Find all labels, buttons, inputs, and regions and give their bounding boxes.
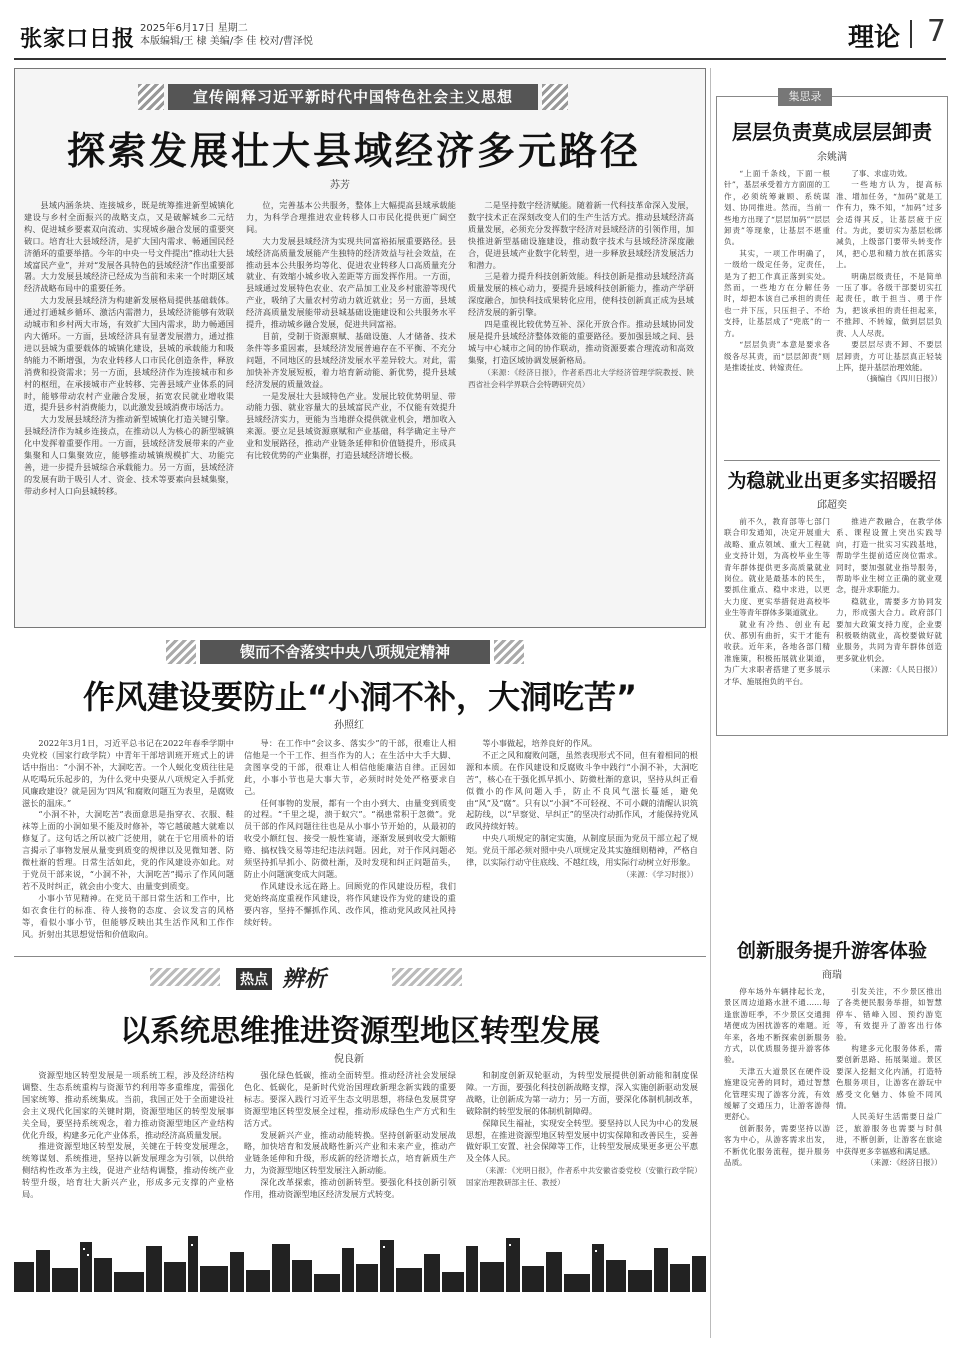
article1-column-3	[468, 200, 694, 618]
banner-decoration	[542, 84, 568, 110]
article3-column-1	[22, 1070, 234, 1242]
paragraph: 小事小节见精神。在党员干部日常生活和工作中，比如衣食住行的标准、待人接物的态度、会议发言的风格等，看似小事小节，但能够反映出其生活作风和工作作风。折射出其思想觉悟和价值取向。	[22, 892, 234, 939]
paragraph: 发展新兴产业，推动动能转换。坚持创新驱动发展战略，加快培育和发展战略性新兴产业和未来产业，推动产业链条延伸和升级，形成新的经济增长点，培育新质生产力，为资源型地区转型发展注入新动能。	[244, 1129, 456, 1176]
commentary3-title: 创新服务提升游客体验	[736, 940, 927, 962]
commentary2-source-note: （来源：《人民日报》）	[866, 665, 942, 675]
article2-source-note: （来源：《学习时报》）	[622, 869, 698, 879]
paragraph: 不正之风和腐败问题，虽然表现形式不同，但有着相同的根源和本质。在作风建设和反腐败斗争中践行“小洞不补，大洞吃苦”，核心在于强化抓早抓小、防微杜渐的意识，坚持从纠正看似微小的作风问题入手，防止不良风气滋长蔓延，避免由“风”及“腐”。只有以“小洞”不可轻视、不可小觑的清醒认识筑起防线，以“早察觉、早纠正”的坚决行动抓作风，才能保持党风政风持续好转。	[466, 749, 698, 832]
section-divider	[724, 460, 940, 461]
masthead-separator	[910, 20, 912, 48]
paragraph: “层层负责”本意是要求各级各尽其责，而“层层卸责”则是推诿扯皮、转嫁责任。	[724, 340, 830, 372]
column-divider	[710, 68, 711, 1338]
masthead-rule	[14, 58, 946, 60]
paragraph: 等小事做起，培养良好的作风。	[482, 738, 598, 748]
paragraph: 创新服务，需要坚持以游客为中心，从游客需求出发，不断优化服务流程，提升服务品质。	[724, 1123, 830, 1168]
commentary2-column-2	[836, 516, 942, 730]
paragraph: 中央八项规定的制定实施，从制度层面为党员干部立起了规矩。党员干部必须对照中央八项规定及其实施细则精神，严格自律，以实际行动守住底线、不越红线，用实际行动树立好形象。	[466, 833, 698, 868]
paragraph: 大力发展县域经济为实现共同富裕拓展重要路径。县域经济高质量发展能产生独特的经济效益与社会效益，在推动县本公共服务均等化、促进农业转移人口高质量充分就业、有效缩小城乡收入差距等方面发挥作用。一方面，县域通过发展特色农业、农产品加工业及乡村旅游等现代产业，吸纳了大量农村劳动力就近就业；另一方面，县域经济高质量发展能带动县城基础设施建设和公共服务水平提升，推动城乡融合发展，促进共同富裕。	[246, 235, 456, 330]
commentary2-title: 为稳就业出更多实招暖招	[727, 470, 937, 492]
paragraph: 目前，受制于资源禀赋、基础设施、人才储备、技术条件等多重因素，县域经济发展普遍存在不平衡、不充分问题，不同地区的县域经济发展水平差异较大。对此，需加快补齐发展短板，着力培育新动能、新优势，提升县域经济发展的质量效益。	[246, 330, 456, 389]
article2-banner: 锲而不舍落实中央八项规定精神	[200, 640, 490, 664]
article3-title: 以系统思维推进资源型地区转型发展	[120, 1014, 600, 1049]
paragraph: 资源型地区转型发展是一项系统工程，涉及经济结构调整、生态系统重构与资源节约利用等多重维度，需强化国家统筹、推动系统集成。当前，我国正处于全面建设社会主义现代化国家的关键时期，资源型地区的转型发展事关全局，要坚持系统观念，着力推动资源型地区产业结构优化升级，构建多元化产业体系，推动经济高质量发展。	[22, 1070, 234, 1140]
paragraph: “小洞不补，大洞吃苦”表面意思是指穿衣、衣服、鞋袜等上面的小洞如果不能及时修补，等它越破越大就难以修复了。这句话之所以被广泛使用，就在于它用质朴的语言揭示了事物发展从量变到质变的规律以及见微知著、防微杜渐的哲理。日常生活如此，党的作风建设亦如此。对于党员干部来说，“小洞不补，大洞吃苦”揭示了作风问题若不及时纠正，就会由小变大、由量变到质变。	[22, 809, 234, 891]
paragraph: 一些地方认为，提高标准、增加任务，“加码”就是工作有力，殊不知，“加码”过多会适得其反，让基层疲于应付。为此，要切实为基层松绑减负，上级部门要带头转变作风，把心思和精力放在抓落实上。	[836, 180, 942, 270]
issue-meta	[140, 22, 313, 48]
paragraph: 停车场外车辆排起长龙，景区周边道路水泄不通……每逢旅游旺季，不少景区交通拥堵便成为困扰游客的难题。近年来，各地不断探索创新服务方式，以优质服务提升游客体验。	[724, 987, 830, 1065]
paragraph: 其实，一项工作明确了，一级给一级定任务，定责任，是为了把工作真正落到实处。然而，一些地方在分解任务时，却把本该自己承担的责任也一并下压，只压担子、不给支持，让基层成了“兜底”的一方。	[724, 248, 830, 338]
article3-author: 倪良新	[334, 1054, 364, 1065]
commentary3-source-note: （来源：《经济日报》）	[866, 1158, 942, 1168]
commentary1-title: 层层负责莫成层层卸责	[732, 120, 932, 144]
banner-decoration	[138, 84, 164, 110]
paragraph: 构建多元化服务体系，需要创新思路、拓展渠道。景区要深入挖掘文化内涵，打造特色服务项目，让游客在游玩中感受文化魅力、体验不同风情。	[836, 1044, 942, 1111]
paragraph: 就业有冷热、创业有起伏、都别有曲折，实干才能有收获。近年来，各地各部门精准施策，积极拓展就业渠道，为广大求职者搭建了更多展示才华、施展抱负的平台。	[724, 619, 830, 686]
paragraph: 保障民生福祉，实现安全转型。要坚持以人民为中心的发展思想，在推进资源型地区转型发展中切实保障和改善民生，妥善做好职工安置、社会保障等工作，让转型发展成果更多更公平惠及全体人民。	[466, 1117, 698, 1164]
paragraph: 县域内涵条块、连接城乡，既是统筹推进新型城镇化建设与乡村全面振兴的战略支点，又是破解城乡二元结构、促进城乡要素双向流动、实现城乡融合发展的重要突破口。培育壮大县域经济，是扩大国内需求、畅通国民经济循环的重要举措。今年的中央一号文件提出“推动壮大县域富民产业”，并对“发展各具特色的县域经济”作出重要部署。大力发展县域经济已经成为当前和未来一个时期区域经济战略布局中的重要任务。	[24, 200, 234, 294]
commentary1-source-note: （摘编自《四川日报》）	[862, 374, 942, 384]
article2-column-2	[244, 738, 456, 950]
page-number: 7	[926, 14, 946, 49]
article2-title: 作风建设要防止“小洞不补，大洞吃苦”	[82, 678, 638, 716]
paragraph: “上面千条线，下面一根针”，基层承受着方方面面的工作，必须统筹兼顾、系统谋划、协同推进。然而，当前一些地方出现了“层层加码”“层层卸责”等现象，让基层不堪重负。	[724, 169, 830, 247]
analysis-label: 辨析	[282, 966, 327, 992]
banner-decoration	[392, 968, 462, 986]
article3-column-3	[466, 1070, 698, 1242]
section-title: 理论	[847, 23, 900, 53]
article1-source-note: （来源：《经济日报》，作者系西北大学经济管理学院教授、陕西省社会科学界联合会特聘研究员）	[468, 367, 694, 389]
banner-decoration	[494, 640, 524, 664]
article1-banner: 宣传阐释习近平新时代中国特色社会主义思想	[168, 84, 538, 110]
paragraph: 导：在工作中“会议多、落实少”的干部，很难让人相信他是一个干工作、担当作为的人；在生活中大手大脚、贪图享受的干部，很难让人相信他能廉洁自律。正因如此，小事小节也是大事大节，必须时时处处严格要求自己。	[244, 738, 456, 796]
paragraph: 一是发展壮大县域特色产业。发展比较优势明显、带动能力强、就业容量大的县域富民产业，不仅能有效提升县域经济实力，更能为当地群众提供就业机会，增加收入来源。要立足县域资源禀赋和产业基础，科学确定主导产业和发展路径，推动产业链条延伸和价值链提升，形成具有比较优势的产业集群，打造县域经济增长极。	[246, 390, 456, 461]
paragraph: 人民美好生活需要日益广泛，旅游服务也需要与时俱进，不断创新，让游客在旅途中获得更多幸福感和满足感。	[836, 1112, 942, 1156]
paragraph: 2022年3月1日，习近平总书记在2022年春季学期中央党校（国家行政学院）中青年干部培训班开班式上的讲话中指出：“小洞不补，大洞吃苦。一个人蜕化变质往往是从吃喝玩乐起步的，为什么党中央要从八项规定入手抓党风廉政建设？就是因为‘四风’和腐败问题互为表里，是腐败滋长的温床。”	[22, 738, 234, 808]
paragraph: 前不久，教育部等七部门联合印发通知，决定开展重大战略、重点领域、重大工程就业支持计划，为高校毕业生等青年群体提供更多高质量就业岗位。就业是最基本的民生，要抓住重点、稳中求进，以更大力度、更实举措促进高校毕业生等青年群体多渠道就业。	[724, 517, 830, 618]
article2-column-1	[22, 738, 234, 950]
paragraph: 四是重视比较优势互补、深化开放合作。推动县域协同发展是提升县域经济整体效能的重要路径。要加强县域之间、县城与中心城市之间的协作联动，推动资源要素合理流动和高效集聚，打造区域协调发展新格局。	[468, 319, 694, 365]
commentary2-column-1	[724, 516, 830, 730]
article3-column-2	[244, 1070, 456, 1242]
newspaper-logo: 张家口日报	[20, 26, 136, 52]
article1-title: 探索发展壮大县域经济多元路径	[66, 129, 641, 173]
paragraph: 二是坚持数字经济赋能。随着新一代科技革命深入发展，数字技术正在深刻改变人们的生产生活方式。推动县域经济高质量发展，必须充分发挥数字经济对县域经济的引领作用，加快推进新型基础设施建设，推动数字技术与县域经济深度融合，促进县域产业数字化转型，进一步释放县域经济发展活力和潜力。	[468, 200, 694, 270]
paragraph: 和制度创新双轮驱动，为转型发展提供创新动能和制度保障。一方面，要强化科技创新战略支撑，深入实施创新驱动发展战略，让创新成为第一动力；另一方面，要深化体制机制改革，破除制约转型发展的体制机制障碍。	[466, 1070, 698, 1116]
paragraph: 任何事物的发展，都有一个由小到大、由量变到质变的过程。“千里之堤，溃于蚁穴”。“祸患常积于忽微”。党员干部的作风问题往往也是从小事小节开始的，从最初的收受小额红包、接受一般性宴请，逐渐发展到收受大额贿赂、搞权钱交易等违纪违法问题。因此，对于作风问题必须坚持抓早抓小、防微杜渐，及时发现和纠正问题苗头，防止小问题演变成大问题。	[244, 797, 456, 879]
commentary-tag: 集思录	[778, 88, 832, 106]
paragraph: 推进产教融合，在教学体系、课程设置上突出实践导向，打造一批实习实践基地，帮助学生提前适应岗位需求。同时，要加强就业指导服务，帮助毕业生树立正确的就业观念，提升求职能力。	[836, 517, 942, 595]
commentary2-author: 邱超奕	[817, 500, 847, 511]
commentary3-author: 商瑞	[822, 970, 842, 981]
paragraph: 要层层尽责不卸、不要层层卸责，方可让基层真正轻装上阵，提升基层治理效能。	[836, 340, 942, 372]
article2-column-3	[466, 738, 698, 950]
article3-banner	[226, 962, 386, 990]
paragraph: 深化改革探索，推动创新转型。要强化科技创新引领作用，推动资源型地区经济发展方式转变。	[244, 1177, 456, 1200]
commentary1-column-1	[724, 168, 830, 454]
article1-column-2	[246, 200, 456, 618]
commentary3-column-1	[724, 986, 830, 1336]
issue-editors: 本版编辑/王 棣 美编/李 佳 校对/曹泽悦	[140, 36, 313, 47]
banner-decoration	[166, 640, 196, 664]
masthead	[0, 0, 960, 64]
commentary1-column-2	[836, 168, 942, 454]
city-skyline-illustration	[14, 1232, 706, 1292]
paragraph: 作风建设永远在路上。回顾党的作风建设历程，我们党始终高度重视作风建设，将作风建设作为党的建设的重要内容，坚持不懈抓作风、改作风，推动党风政风社风持续好转。	[244, 880, 456, 927]
paragraph: 天津五大道景区在硬件设施建设完善的同时，通过智慧化管理实现了游客分流，有效缓解了交通压力，让游客游得更舒心。	[724, 1066, 830, 1122]
paragraph: 强化绿色低碳，推动全面转型。推动经济社会发展绿色化、低碳化，是新时代党治国理政新理念新实践的重要标志。要深入践行习近平生态文明思想，将绿色发展贯穿资源型地区转型发展全过程，推动形成绿色生产方式和生活方式。	[244, 1070, 456, 1128]
article2-author: 孙照红	[334, 720, 364, 731]
hot-label: 热点	[236, 968, 272, 990]
banner-decoration	[150, 968, 220, 986]
paragraph: 引发关注，不少景区推出了各类便民服务举措，如智慧停车、错峰入园、预约游览等，有效提升了游客出行体验。	[836, 987, 942, 1042]
paragraph: 明确层级责任，不是简单一压了事。各级干部要切实扛起责任，敢于担当、勇于作为，把该承担的责任担起来，不推卸、不转嫁，做到层层负责、人人尽责。	[836, 271, 942, 338]
paragraph: 推进资源型地区转型发展，关键在于转变发展理念，统筹谋划、系统推进，坚持以新发展理念为引领，以供给侧结构性改革为主线，促进产业结构调整，推动传统产业转型升级，培育壮大新兴产业，形成多元支撑的产业格局。	[22, 1141, 234, 1200]
paragraph: 稳就业，需要多方协同发力，形成强大合力。政府部门要加大政策支持力度，企业要积极吸纳就业，高校要做好就业服务，共同为青年群体创造更多就业机会。	[836, 596, 942, 663]
article1-author: 苏芳	[330, 180, 350, 191]
paragraph: 大力发展县域经济为构建新发展格局提供基础载体。通过打通城乡循环、激活内需潜力，县域经济能够有效联动城市和乡村两大市场，有效扩大国内需求，助力畅通国内大循环。一方面，县域经济具有显著发展潜力，通过推进以县城为重要载体的城镇化建设，县城的承载能力和吸纳能力不断增强，为农业转移人口市民化创造条件，释放消费和投资需求；另一方面，县域经济作为连接城市和乡村的枢纽，在承接城市产业转移、完善县域产业体系的同时，能够带动农村产业融合发展，拓宽农民就业增收渠道，提升县乡村消费能力，以此激发县域消费市场活力。	[24, 295, 234, 413]
article3-source-note: （来源：《光明日报》，作者系中共安徽省委党校（安徽行政学院）国家治理教研部主任、教授）	[466, 1166, 698, 1188]
paragraph: 三是着力提升科技创新效能。科技创新是推动县域经济高质量发展的核心动力，要提升县域科技创新能力，推动产学研深度融合，加快科技成果转化应用，使科技创新真正成为县域经济发展的新引擎。	[468, 271, 694, 318]
article1-column-1	[24, 200, 234, 618]
commentary1-author: 余姚满	[817, 152, 847, 163]
section-divider	[14, 956, 706, 957]
issue-date: 2025年6月17日 星期二	[140, 23, 248, 34]
commentary3-column-2	[836, 986, 942, 1336]
paragraph: 位，完善基本公共服务，整体上大幅提高县域承载能力，为科学合理推进农业转移人口市民化提供更广阔空间。	[246, 200, 456, 234]
paragraph: 了事、求虚功效。	[851, 169, 912, 178]
paragraph: 大力发展县域经济为推动新型城镇化打造关键引擎。县城经济作为城乡连接点，在推动以人为核心的新型城镇化中发挥着重要作用。一方面，县域经济发展带来的产业集聚和人口集聚效应，能够推动城镇规模扩大、功能完善，进一步提升县城综合承载能力。另一方面，县域经济的发展有助于吸引人才、资金、技术等要素向县城集聚，带动乡村人口向县城转移。	[24, 414, 234, 496]
